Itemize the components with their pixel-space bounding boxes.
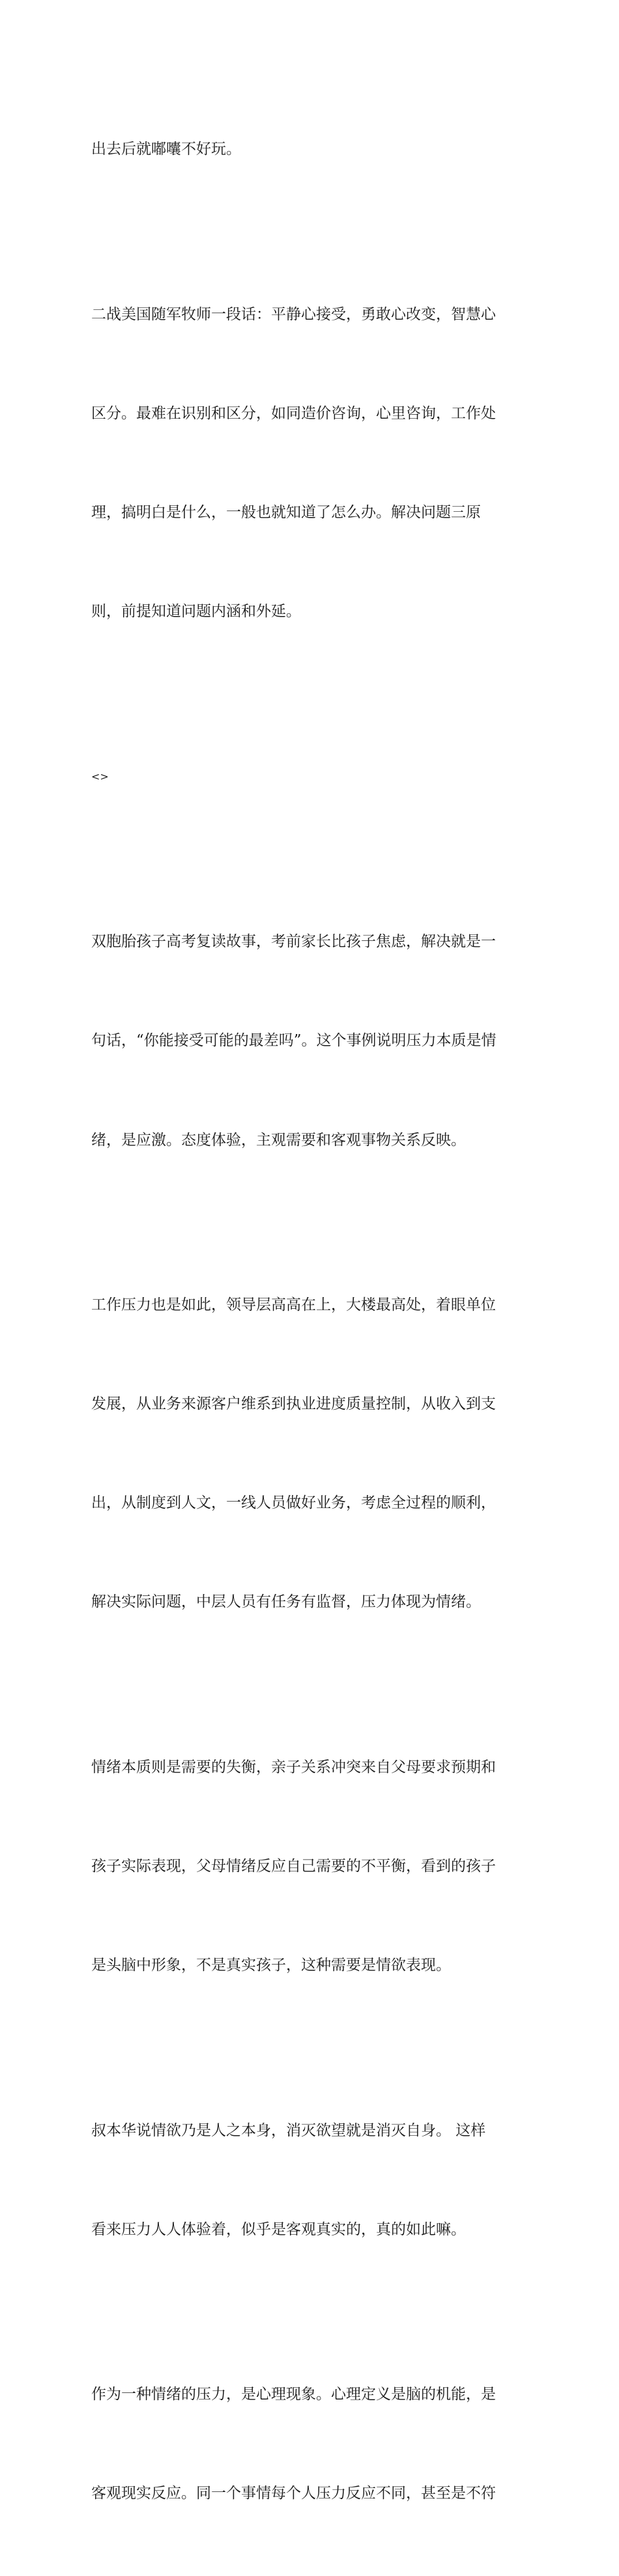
text-line: 理，搞明白是什么，一般也就知道了怎么办。解决问题三原 — [91, 504, 481, 522]
text-line: 叔本华说情欲乃是人之本身，消灭欲望就是消灭自身。 这样 — [91, 2121, 486, 2139]
text-line: 是头脑中形象，不是真实孩子，这种需要是情欲表现。 — [91, 1957, 451, 1974]
paragraph — [91, 67, 531, 232]
document-body — [91, 67, 531, 2576]
paragraph — [91, 2048, 531, 2312]
text-line: 出，从制度到人文，一线人员做好业务，考虑全过程的顺利， — [91, 1494, 496, 1512]
text-line: 出去后就嘟囔不好玩。 — [91, 141, 241, 158]
angle-bracket-marker: <> — [91, 770, 109, 783]
text-line: 绪，是应激。态度体验，主观需要和客观事物关系反映。 — [91, 1131, 466, 1149]
text-line: 发展，从业务来源客户维系到执业进度质量控制，从收入到支 — [91, 1395, 496, 1413]
text-line: 句话，“你能接受可能的最差吗”。这个事例说明压力本质是情 — [91, 1032, 497, 1050]
paragraph — [91, 694, 531, 860]
text-line: 看来压力人人体验着，似乎是客观真实的，真的如此嘛。 — [91, 2220, 466, 2238]
text-line: 解决实际问题，中层人员有任务有监督，压力体现为情绪。 — [91, 1593, 481, 1611]
paragraph — [91, 232, 531, 695]
text-line: 工作压力也是如此，领导层高高在上，大楼最高处，着眼单位 — [91, 1296, 496, 1314]
text-line: 作为一种情绪的压力，是心理现象。心理定义是脑的机能，是 — [91, 2386, 496, 2403]
text-line: 情绪本质则是需要的失衡，亲子关系冲突来自父母要求预期和 — [91, 1758, 496, 1776]
paragraph — [91, 1685, 531, 2048]
text-line: 则，前提知道问题内涵和外延。 — [91, 603, 301, 621]
paragraph — [91, 860, 531, 1223]
paragraph — [91, 2312, 531, 2576]
paragraph — [91, 1223, 531, 1685]
text-line: 二战美国随军牧师一段话：平静心接受，勇敢心改变，智慧心 — [91, 305, 496, 323]
text-line: 区分。最难在识别和区分，如同造价咨询，心里咨询，工作处 — [91, 405, 496, 423]
text-line: 双胞胎孩子高考复读故事，考前家长比孩子焦虑，解决就是一 — [91, 933, 496, 951]
text-line: 客观现实反应。同一个事情每个人压力反应不同，甚至是不符 — [91, 2485, 496, 2502]
text-line: 孩子实际表现，父母情绪反应自己需要的不平衡，看到的孩子 — [91, 1857, 496, 1875]
